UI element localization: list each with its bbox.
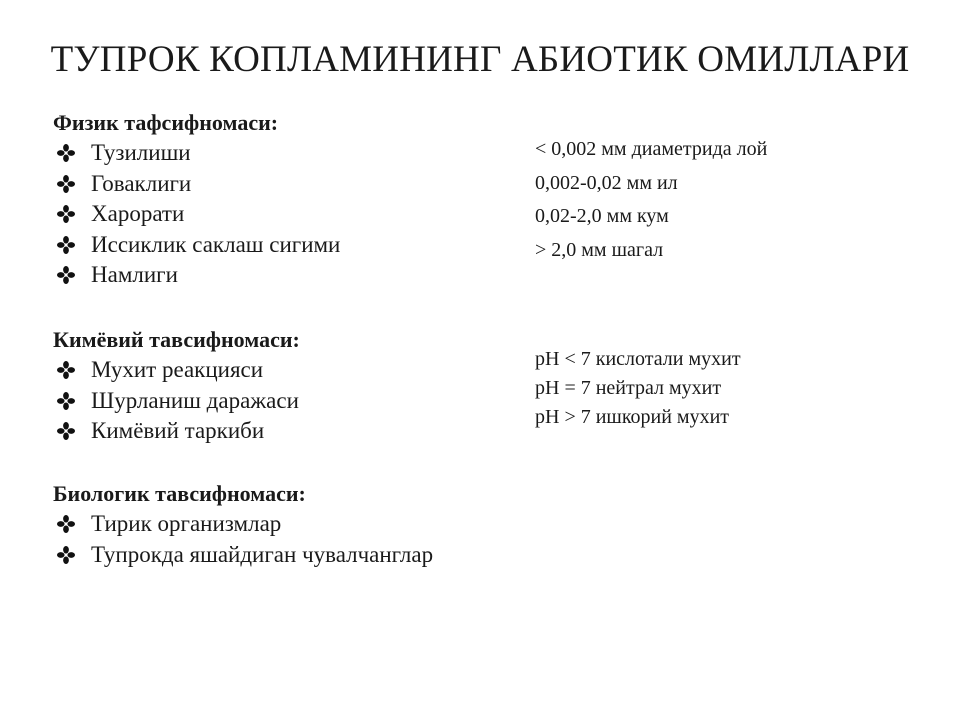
list-item-label: Мухит реакцияси bbox=[91, 357, 264, 382]
list-item bbox=[53, 138, 523, 169]
list-item bbox=[53, 199, 523, 230]
biological-section bbox=[53, 479, 523, 570]
diamond-bullet-icon bbox=[57, 361, 75, 379]
chemical-section bbox=[53, 325, 523, 447]
soil-texture-line: < 0,002 мм диаметрида лой bbox=[535, 138, 768, 160]
ph-range-line: pH < 7 кислотали мухит bbox=[535, 348, 741, 370]
biological-heading: Биологик тавсифномаси: bbox=[53, 481, 306, 506]
ph-range-list bbox=[535, 345, 935, 432]
diamond-bullet-icon bbox=[57, 144, 75, 162]
chemical-heading: Кимёвий тавсифномаси: bbox=[53, 327, 300, 352]
diamond-bullet-icon bbox=[57, 515, 75, 533]
diamond-bullet-icon bbox=[57, 546, 75, 564]
list-item bbox=[53, 540, 523, 571]
list-item-label: Кимёвий таркиби bbox=[91, 418, 265, 443]
diamond-bullet-icon bbox=[57, 266, 75, 284]
list-item-label: Иссиклик саклаш сигими bbox=[91, 231, 341, 257]
list-item bbox=[53, 355, 523, 386]
list-item bbox=[53, 230, 523, 261]
physical-list bbox=[53, 138, 523, 291]
list-item bbox=[53, 169, 523, 200]
list-item-label: Говаклиги bbox=[91, 170, 192, 196]
diamond-bullet-icon bbox=[57, 392, 75, 410]
ph-range-line: pH > 7 ишкорий мухит bbox=[535, 406, 730, 428]
list-item bbox=[53, 386, 523, 417]
diamond-bullet-icon bbox=[57, 422, 75, 440]
diamond-bullet-icon bbox=[57, 175, 75, 193]
chemical-list bbox=[53, 355, 523, 447]
list-item bbox=[53, 260, 523, 291]
soil-texture-list bbox=[535, 133, 935, 267]
list-item bbox=[53, 416, 523, 447]
physical-section bbox=[53, 108, 523, 291]
slide-title: ТУПРОК КОПЛАМИНИНГ АБИОТИК ОМИЛЛАРИ bbox=[50, 39, 910, 80]
biological-list bbox=[53, 509, 523, 570]
list-item-label: Тупрокда яшайдиган чувалчанглар bbox=[91, 541, 434, 567]
list-item-label: Тузилиши bbox=[91, 140, 191, 165]
soil-texture-line: 0,002-0,02 мм ил bbox=[535, 171, 678, 194]
list-item-label: Харорати bbox=[91, 201, 185, 226]
ph-range-line: pH = 7 нейтрал мухит bbox=[535, 377, 722, 399]
physical-heading: Физик тафсифномаси: bbox=[53, 110, 279, 135]
soil-texture-line: > 2,0 мм шагал bbox=[535, 238, 664, 261]
diamond-bullet-icon bbox=[57, 236, 75, 254]
list-item bbox=[53, 509, 523, 540]
list-item-label: Тирик организмлар bbox=[91, 511, 282, 536]
soil-texture-line: 0,02-2,0 мм кум bbox=[535, 205, 669, 227]
diamond-bullet-icon bbox=[57, 205, 75, 223]
list-item-label: Намлиги bbox=[91, 262, 178, 287]
list-item-label: Шурланиш даражаси bbox=[91, 387, 299, 413]
